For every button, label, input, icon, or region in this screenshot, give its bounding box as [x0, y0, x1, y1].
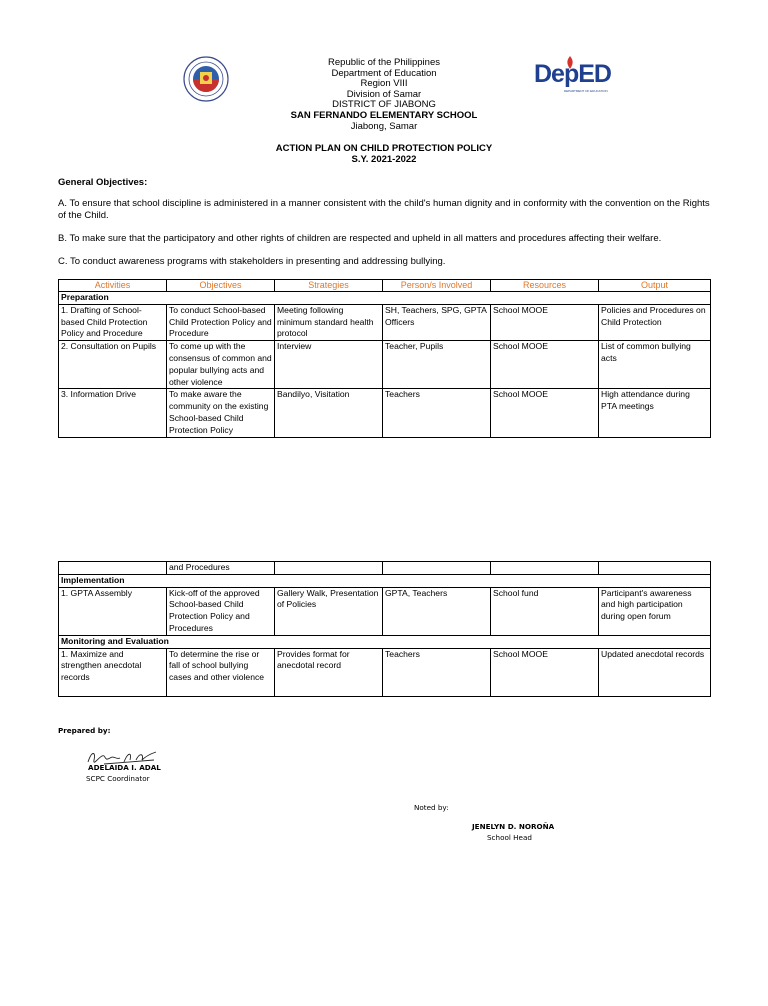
deped-logo-text: DepED	[534, 60, 611, 88]
column-header-persons: Person/s Involved	[383, 280, 491, 292]
noted-by-label: Noted by:	[414, 803, 449, 812]
cell-resources: School MOOE	[491, 648, 599, 696]
cell-output: Policies and Procedures on Child Protection	[599, 304, 711, 340]
cell-resources: School MOOE	[491, 341, 599, 389]
section-row	[59, 635, 711, 648]
section-preparation: Preparation	[59, 292, 711, 305]
section-monitoring: Monitoring and Evaluation	[59, 635, 711, 648]
table-row	[59, 587, 711, 635]
prepared-by-label: Prepared by:	[58, 726, 111, 735]
section-implementation: Implementation	[59, 574, 711, 587]
cell-activity: 2. Consultation on Pupils	[59, 341, 167, 389]
cell-output: List of common bullying acts	[599, 341, 711, 389]
header-district: DISTRICT OF JIABONG	[332, 99, 436, 111]
document-title-block	[184, 143, 584, 165]
cell-activity: 3. Information Drive	[59, 389, 167, 437]
cell-resources: School MOOE	[491, 304, 599, 340]
column-header-activities: Activities	[59, 280, 167, 292]
table-row	[59, 304, 711, 340]
cell-resources: School MOOE	[491, 389, 599, 437]
section-row	[59, 292, 711, 305]
cell-persons: Teacher, Pupils	[383, 341, 491, 389]
cell-output: Participant's awareness and high participation during open forum	[599, 587, 711, 635]
cell-activity: 1. Maximize and strengthen anecdotal records	[59, 648, 167, 696]
objective-b: B. To make sure that the participatory and other rights of children are respected and upheld in all matters and procedures affecting their welfare.	[58, 233, 662, 244]
column-header-objectives: Objectives	[167, 280, 275, 292]
table-row	[59, 341, 711, 389]
column-header-output: Output	[599, 280, 711, 292]
section-row	[59, 574, 711, 587]
cell-objective: To conduct School-based Child Protection Policy and Procedure	[167, 304, 275, 340]
cell-objective: and Procedures	[167, 562, 275, 575]
school-year: S.Y. 2021-2022	[351, 154, 417, 165]
cell-strategy: Meeting following minimum standard health protocol	[275, 304, 383, 340]
header-department: Department of Education	[331, 67, 437, 79]
prepared-by-role: SCPC Coordinator	[86, 774, 150, 783]
deped-seal-logo	[183, 56, 229, 102]
objective-c: C. To conduct awareness programs with stakeholders in presenting and addressing bullying.	[58, 256, 446, 267]
table-row	[59, 562, 711, 575]
prepared-by-name: ADELAIDA I. ADAL	[88, 763, 161, 772]
noted-by-role: School Head	[487, 833, 532, 842]
cell-strategy	[275, 562, 383, 575]
header-location: Jiabong, Samar	[350, 120, 418, 132]
table-row	[59, 389, 711, 437]
objectives-heading: General Objectives:	[58, 177, 148, 188]
table-header-row	[59, 280, 711, 292]
column-header-strategies: Strategies	[275, 280, 383, 292]
column-header-resources: Resources	[491, 280, 599, 292]
cell-objective: To make aware the community on the existing School-based Child Protection Policy	[167, 389, 275, 437]
noted-by-name: JENELYN D. NOROÑA	[472, 822, 555, 831]
header-republic: Republic of the Philippines	[328, 57, 440, 68]
cell-output: High attendance during PTA meetings	[599, 389, 711, 437]
cell-persons: GPTA, Teachers	[383, 587, 491, 635]
cell-resources: School fund	[491, 587, 599, 635]
cell-output: Updated anecdotal records	[599, 648, 711, 696]
action-plan-table	[58, 279, 711, 438]
cell-strategy: Gallery Walk, Presentation of Policies	[275, 587, 383, 635]
cell-output	[599, 562, 711, 575]
table-row	[59, 648, 711, 696]
deped-logo-tagline: DEPARTMENT OF EDUCATION	[564, 89, 608, 93]
header-region: Region VIII	[360, 78, 408, 90]
cell-activity: 1. GPTA Assembly	[59, 587, 167, 635]
cell-objective: Kick-off of the approved School-based Child Protection Policy and Procedures	[167, 587, 275, 635]
cell-strategy: Interview	[275, 341, 383, 389]
cell-activity: 1. Drafting of School-based Child Protection Policy and Procedure	[59, 304, 167, 340]
cell-objective: To determine the rise or fall of school bullying cases and other violence	[167, 648, 275, 696]
deped-brand-logo	[534, 56, 624, 96]
cell-strategy: Bandilyo, Visitation	[275, 389, 383, 437]
cell-persons: SH, Teachers, SPG, GPTA Officers	[383, 304, 491, 340]
cell-persons: Teachers	[383, 389, 491, 437]
cell-strategy: Provides format for anecdotal record	[275, 648, 383, 696]
document-title: ACTION PLAN ON CHILD PROTECTION POLICY	[275, 143, 493, 154]
cell-persons: Teachers	[383, 648, 491, 696]
action-plan-table-continued	[58, 561, 711, 697]
cell-activity	[59, 562, 167, 575]
objective-a: A. To ensure that school discipline is administered in a manner consistent with the child's human dignity and in conformity with the convention on the Rights of the Child.	[58, 198, 710, 221]
cell-resources	[491, 562, 599, 575]
cell-objective: To come up with the consensus of common and popular bullying acts and other violence	[167, 341, 275, 389]
cell-persons	[383, 562, 491, 575]
header-school: SAN FERNANDO ELEMENTARY SCHOOL	[290, 109, 478, 121]
document-header	[234, 58, 534, 132]
header-division: Division of Samar	[346, 88, 422, 100]
